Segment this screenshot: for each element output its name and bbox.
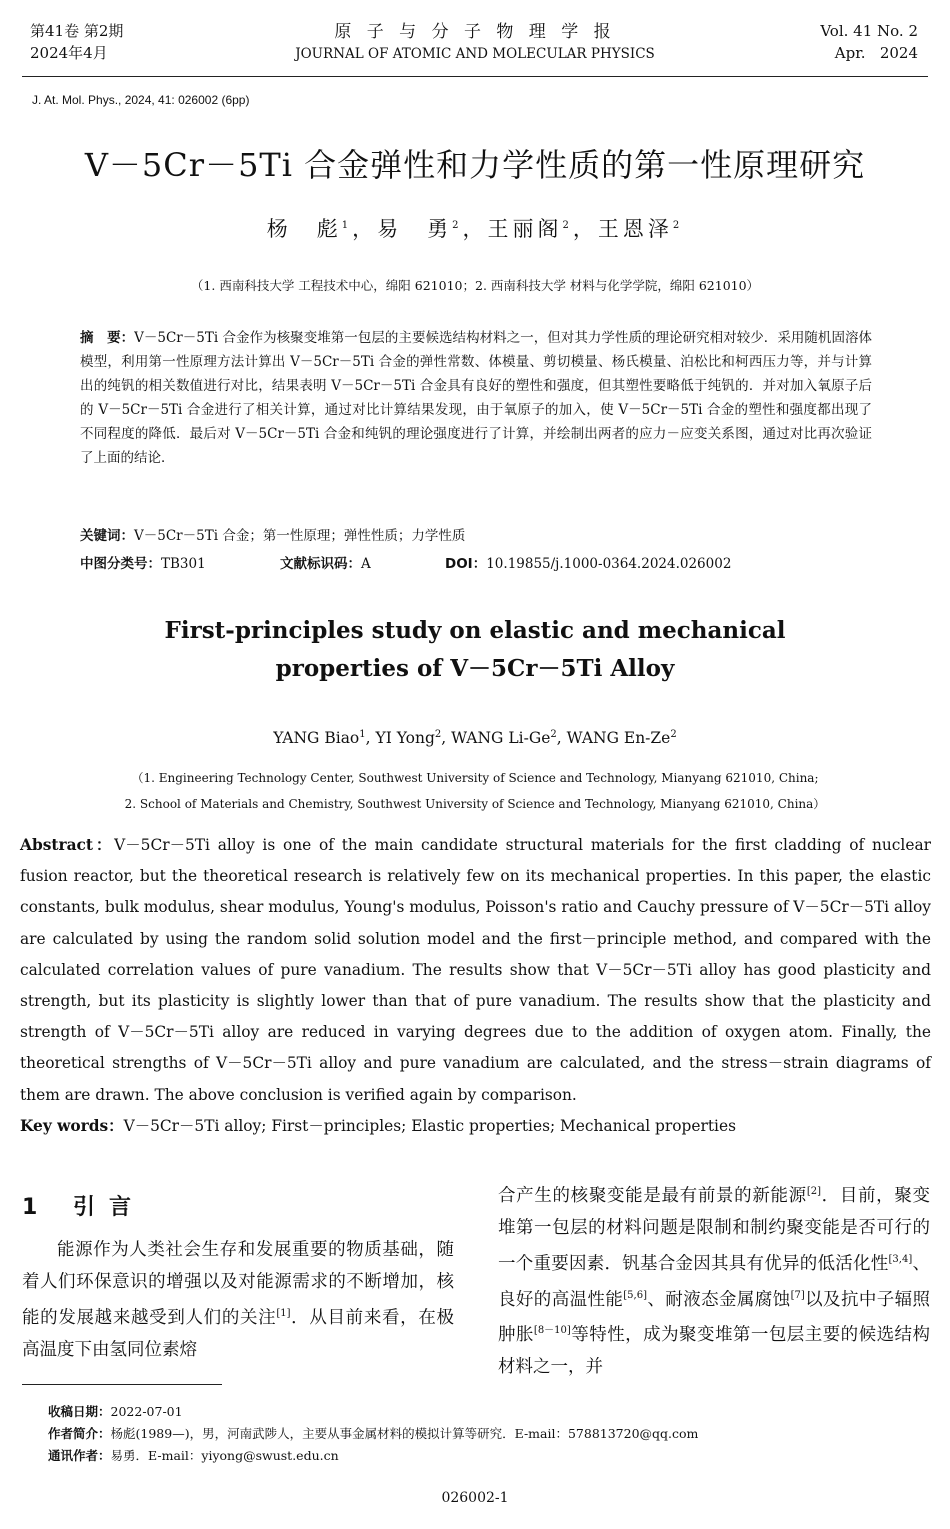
affiliation-en	[0, 765, 950, 817]
header-center	[0, 20, 950, 64]
author-name-en: YI Yong	[375, 729, 435, 748]
title-en	[0, 612, 950, 688]
page-title: V－5Cr－5Ti 合金弹性和力学性质的第一性原理研究	[84, 146, 866, 184]
author-name-en: YANG Biao	[273, 729, 360, 748]
title-en-line1: First-principles study on elastic and mechanical	[164, 617, 786, 644]
body-text: 、良好的高温性能	[498, 1253, 931, 1310]
journal-title-cn: 原 子 与 分 子 物 理 学 报	[334, 22, 616, 42]
author-list-en: YANG Biao$^1$, YI Yong$^2$, WANG Li-Ge$^2$, WANG En-Ze$^2$	[273, 729, 677, 748]
footnotes	[48, 1401, 698, 1467]
author-name: 杨 彪	[266, 217, 342, 241]
doi-value: 10.19855/j.1000-0364.2024.026002	[486, 556, 732, 572]
volume-issue: 第41卷 第2期	[30, 22, 124, 40]
author-name-en: WANG En-Ze	[566, 729, 671, 748]
abstract-label-cn: 摘 要：	[80, 330, 135, 346]
author-affil-mark: 2	[672, 220, 684, 231]
author-affil-mark: 2	[434, 729, 442, 740]
body-paragraph: 能源作为人类社会生存和发展重要的物质基础，随着人们环保意识的增强以及对能源需求的不断增加，核能的发展越来越受到人们的关注	[22, 1240, 454, 1328]
corresponding-value: 易勇．E-mail：yiyong@swust.edu.cn	[110, 1448, 339, 1463]
reference-mark: [3,4]	[888, 1253, 913, 1265]
author-name-en: WANG Li-Ge	[451, 729, 551, 748]
corresponding-author	[48, 1445, 698, 1467]
author-affil-mark: 2	[452, 220, 463, 231]
keywords-text-en: V－5Cr－5Ti alloy; First－principles; Elastic properties; Mechanical properties	[123, 1117, 736, 1135]
journal-title-en: JOURNAL OF ATOMIC AND MOLECULAR PHYSICS	[295, 46, 655, 62]
author-name: 王恩泽	[597, 217, 673, 241]
section-heading	[22, 1190, 145, 1221]
author-bio-label: 作者简介：	[48, 1426, 111, 1441]
reference-mark: [7]	[790, 1289, 805, 1301]
body-text: ．目前，聚变堆第一包层的材料问题是限制和制约聚变能是否可行的一个重要因素．钒基合金因其具有优异的低活化性	[498, 1185, 930, 1274]
body-column-right	[498, 1176, 930, 1383]
abstract-label-en: Abstract：	[20, 836, 115, 854]
corresponding-label: 通讯作者：	[48, 1448, 111, 1463]
affiliation-en-line1: （1. Engineering Technology Center, Southwest University of Science and Technology, Mianyang 621010, China;	[131, 771, 819, 785]
affiliation-cn: （1. 西南科技大学 工程技术中心，绵阳 621010；2. 西南科技大学 材料与化学学院，绵阳 621010）	[190, 278, 760, 293]
body-text: 合产生的核聚变能是最有前景的新能源	[498, 1185, 807, 1206]
body-text: 等特性，成为聚变堆第一包层主要的候选结构材料之一，并	[498, 1325, 931, 1378]
clc-label: 中图分类号：	[80, 556, 161, 572]
section-number: 1	[22, 1195, 52, 1220]
section-title: 引言	[72, 1195, 145, 1220]
clc-value: TB301	[161, 556, 206, 572]
affiliation-en-line2: 2. School of Materials and Chemistry, Southwest University of Science and Technology, Mianyang 621010, China）	[124, 797, 826, 811]
keywords-text-cn: V－5Cr－5Ti 合金；第一性原理；弹性性质；力学性质	[134, 528, 466, 544]
date-en: Apr. 2024	[834, 44, 918, 62]
keywords-en	[20, 1111, 931, 1142]
reference-mark: [1]	[276, 1308, 291, 1319]
author-affil-mark: 2	[670, 729, 677, 740]
abstract-text-en: V－5Cr－5Ti alloy is one of the main candidate structural materials for the first cladding of nuclear fusion reactor, but the theoretical research is relatively few on its mechanical properties. In this paper, the elastic constants, bulk modulus, shear modulus, Young's modulus, Poisson's ratio and Cauchy pressure of V－5Cr－5Ti alloy are calculated by using the random solid solution model and the first－principle method, and compared with the calculated correlation values of pure vanadium. The results show that V－5Cr－5Ti alloy has good plasticity and strength, but its plasticity is slightly lower than that of pure vanadium. The results show that the plasticity and strength of V－5Cr－5Ti alloy are reduced in varying degrees due to the addition of oxygen atom. Finally, the theoretical strengths of V－5Cr－5Ti alloy and pure vanadium are calculated, and the stress－strain diagrams of them are drawn. The above conclusion is verified again by comparison.	[20, 836, 931, 1104]
keywords-label-en: Key words：	[20, 1117, 124, 1135]
received-label: 收稿日期：	[48, 1404, 111, 1419]
abstract-cn	[80, 326, 872, 470]
keywords-cn	[80, 524, 465, 548]
reference-mark: [2]	[806, 1186, 821, 1197]
received-value: 2022-07-01	[110, 1404, 183, 1419]
citation: J. At. Mol. Phys., 2024, 41: 026002 (6pp)	[32, 93, 250, 107]
doc-code-value: A	[361, 556, 371, 572]
header-rule	[22, 76, 928, 77]
body-paragraph-tail: ．从目前来看，在极高温度下由氢同位素熔	[22, 1307, 455, 1360]
body-text: 以及抗中子辐照肿胀	[498, 1289, 931, 1346]
doc-code-label: 文献标识码：	[280, 556, 361, 572]
reference-mark: [8－10]	[533, 1325, 571, 1337]
classification-line	[80, 552, 880, 576]
page-number: 026002-1	[441, 1490, 509, 1506]
abstract-text-cn: V－5Cr－5Ti 合金作为核聚变堆第一包层的主要候选结构材料之一，但对其力学性质的理论研究相对较少．采用随机固溶体模型，利用第一性原理方法计算出 V－5Cr－5Ti 合金的弹性常数、体模量、剪切模量、杨氏模量、泊松比和柯西压力等，并与计算出的纯钒的相关数值进行对比，结果表明 V－5Cr－5Ti 合金具有良好的塑性和强度，但其塑性要略低于纯钒的．并对加入氧原子后的 V－5Cr－5Ti 合金进行了相关计算，通过对比计算结果发现，由于氧原子的加入，使 V－5Cr－5Ti 合金的塑性和强度都出现了不同程度的降低．最后对 V－5Cr－5Ti 合金和纯钒的理论强度进行了计算，并绘制出两者的应力－应变关系图，通过对比再次验证了上面的结论．	[80, 330, 873, 466]
received-date	[48, 1401, 698, 1423]
volume-no-en: Vol. 41 No. 2	[820, 22, 918, 40]
doi-label: DOI：	[445, 556, 487, 572]
author-bio-value: 杨彪(1989—)，男，河南武陟人，主要从事金属材料的模拟计算等研究．E-mail：578813720@qq.com	[110, 1426, 699, 1441]
title-en-line2: properties of V－5Cr－5Ti Alloy	[275, 655, 675, 682]
author-bio	[48, 1423, 698, 1445]
author-name: 易 勇	[377, 217, 453, 241]
issue-date: 2024年4月	[30, 44, 108, 62]
footnote-rule	[22, 1384, 222, 1385]
author-affil-mark: 1	[359, 729, 366, 740]
author-affil-mark: 1	[341, 220, 353, 231]
author-name: 王丽阁	[487, 217, 563, 241]
body-column-left	[22, 1234, 454, 1366]
reference-mark: [5,6]	[623, 1289, 647, 1301]
keywords-label-cn: 关键词：	[80, 528, 134, 544]
author-affil-mark: 2	[562, 220, 573, 231]
author-list-cn: 杨 彪$^1$，易 勇$^2$，王丽阁$^2$，王恩泽$^2$	[266, 217, 684, 241]
header-right	[820, 20, 918, 64]
abstract-en	[20, 830, 931, 1111]
body-text: 、耐液态金属腐蚀	[647, 1289, 791, 1310]
author-affil-mark: 2	[550, 729, 557, 740]
